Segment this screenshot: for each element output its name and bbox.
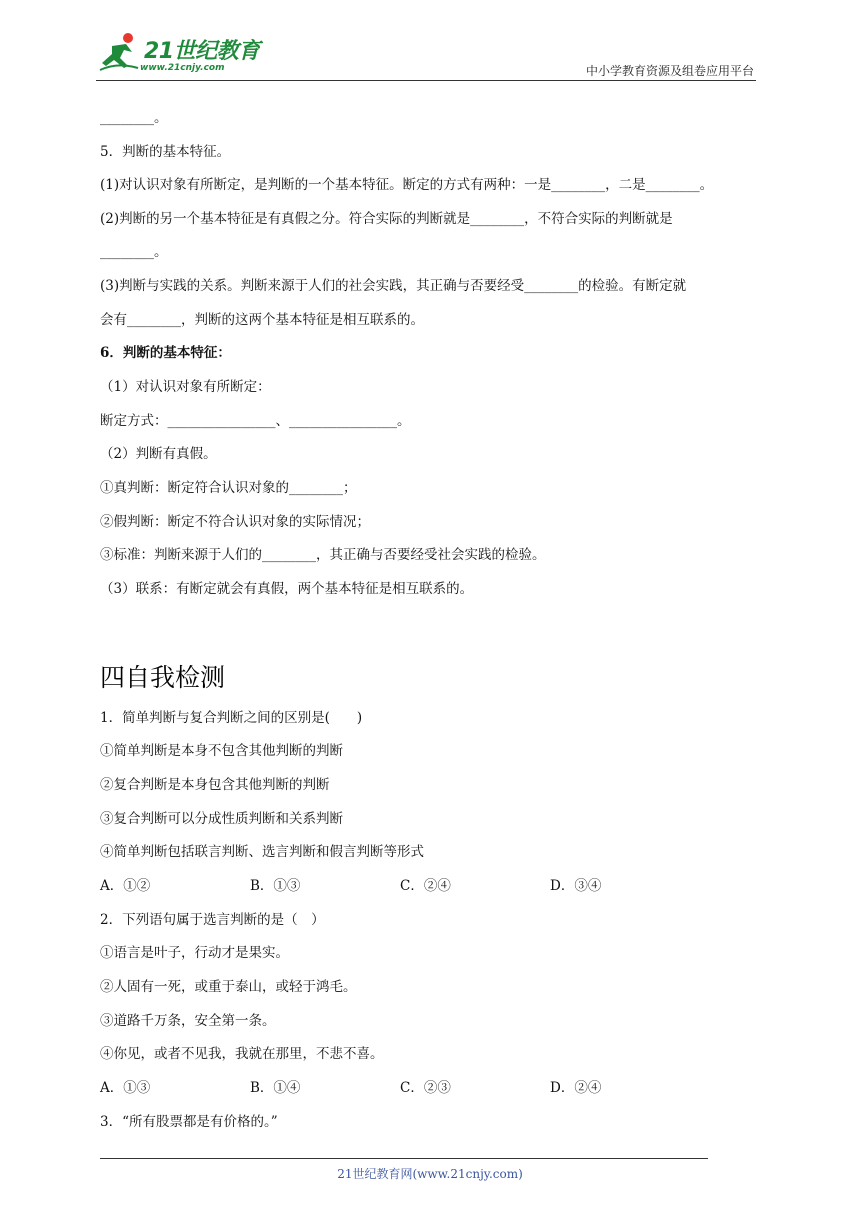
question-stem: 3．“所有股票都是有价格的。” xyxy=(100,1114,278,1130)
option-b: B．①③ xyxy=(250,878,301,894)
option-a: A．①③ xyxy=(100,1080,151,1096)
question-item: ④你见，或者不见我，我就在那里，不悲不喜。 xyxy=(100,1046,384,1062)
text-line: (2)判断的另一个基本特征是有真假之分。符合实际的判断就是________，不符合实际的判断就是 xyxy=(100,211,673,227)
option-b: B．①④ xyxy=(250,1080,301,1096)
text-line: ①真判断：断定符合认识对象的________； xyxy=(100,480,357,496)
question-item: ②人固有一死，或重于泰山，或轻于鸿毛。 xyxy=(100,979,357,995)
footer-divider xyxy=(100,1158,708,1159)
question-item: ④简单判断包括联言判断、选言判断和假言判断等形式 xyxy=(100,844,424,860)
header-divider xyxy=(96,80,756,81)
question-stem: 1．简单判断与复合判断之间的区别是( ) xyxy=(100,710,363,726)
text-line: ________。 xyxy=(100,110,168,126)
logo xyxy=(96,28,266,78)
option-c: C．②③ xyxy=(400,1080,451,1096)
page-header xyxy=(96,28,756,82)
section-title: 四自我检测 xyxy=(100,663,226,692)
question-stem: 2．下列语句属于选言判断的是（ ） xyxy=(100,912,325,928)
runner-logo-icon xyxy=(98,32,140,72)
option-d: D．③④ xyxy=(550,878,602,894)
question-item: ②复合判断是本身包含其他判断的判断 xyxy=(100,777,330,793)
text-line: (3)判断与实践的关系。判断来源于人们的社会实践，其正确与否要经受________的检验。有断定就 xyxy=(100,278,687,294)
text-line: 5．判断的基本特征。 xyxy=(100,144,231,160)
question-item: ③复合判断可以分成性质判断和关系判断 xyxy=(100,811,343,827)
text-line: ________。 xyxy=(100,244,168,260)
text-line: (1)对认识对象有所断定，是判断的一个基本特征。断定的方式有两种：一是________，二是________。 xyxy=(100,177,714,193)
option-a: A．①② xyxy=(100,878,151,894)
text-line: ②假判断：断定不符合认识对象的实际情况； xyxy=(100,514,370,530)
question-item: ①简单判断是本身不包含其他判断的判断 xyxy=(100,743,343,759)
question-item: ①语言是叶子，行动才是果实。 xyxy=(100,945,289,961)
text-line: 6．判断的基本特征： xyxy=(100,345,231,361)
platform-name: 中小学教育资源及组卷应用平台 xyxy=(585,64,754,78)
text-line: 会有________，判断的这两个基本特征是相互联系的。 xyxy=(100,312,424,328)
footer-text: 21世纪教育网(www.21cnjy.com) xyxy=(337,1167,523,1181)
text-line: （2）判断有真假。 xyxy=(100,446,217,462)
text-line: 断定方式：________________、________________。 xyxy=(100,413,411,429)
question-item: ③道路千万条，安全第一条。 xyxy=(100,1013,276,1029)
logo-url: www.21cnjy.com xyxy=(140,63,225,73)
option-d: D．②④ xyxy=(550,1080,602,1096)
text-line: （3）联系：有断定就会有真假，两个基本特征是相互联系的。 xyxy=(100,581,474,597)
text-line: ③标准：判断来源于人们的________，其正确与否要经受社会实践的检验。 xyxy=(100,547,546,563)
text-line: （1）对认识对象有所断定： xyxy=(100,379,271,395)
logo-name: 21世纪教育 xyxy=(144,39,260,64)
option-c: C．②④ xyxy=(400,878,451,894)
